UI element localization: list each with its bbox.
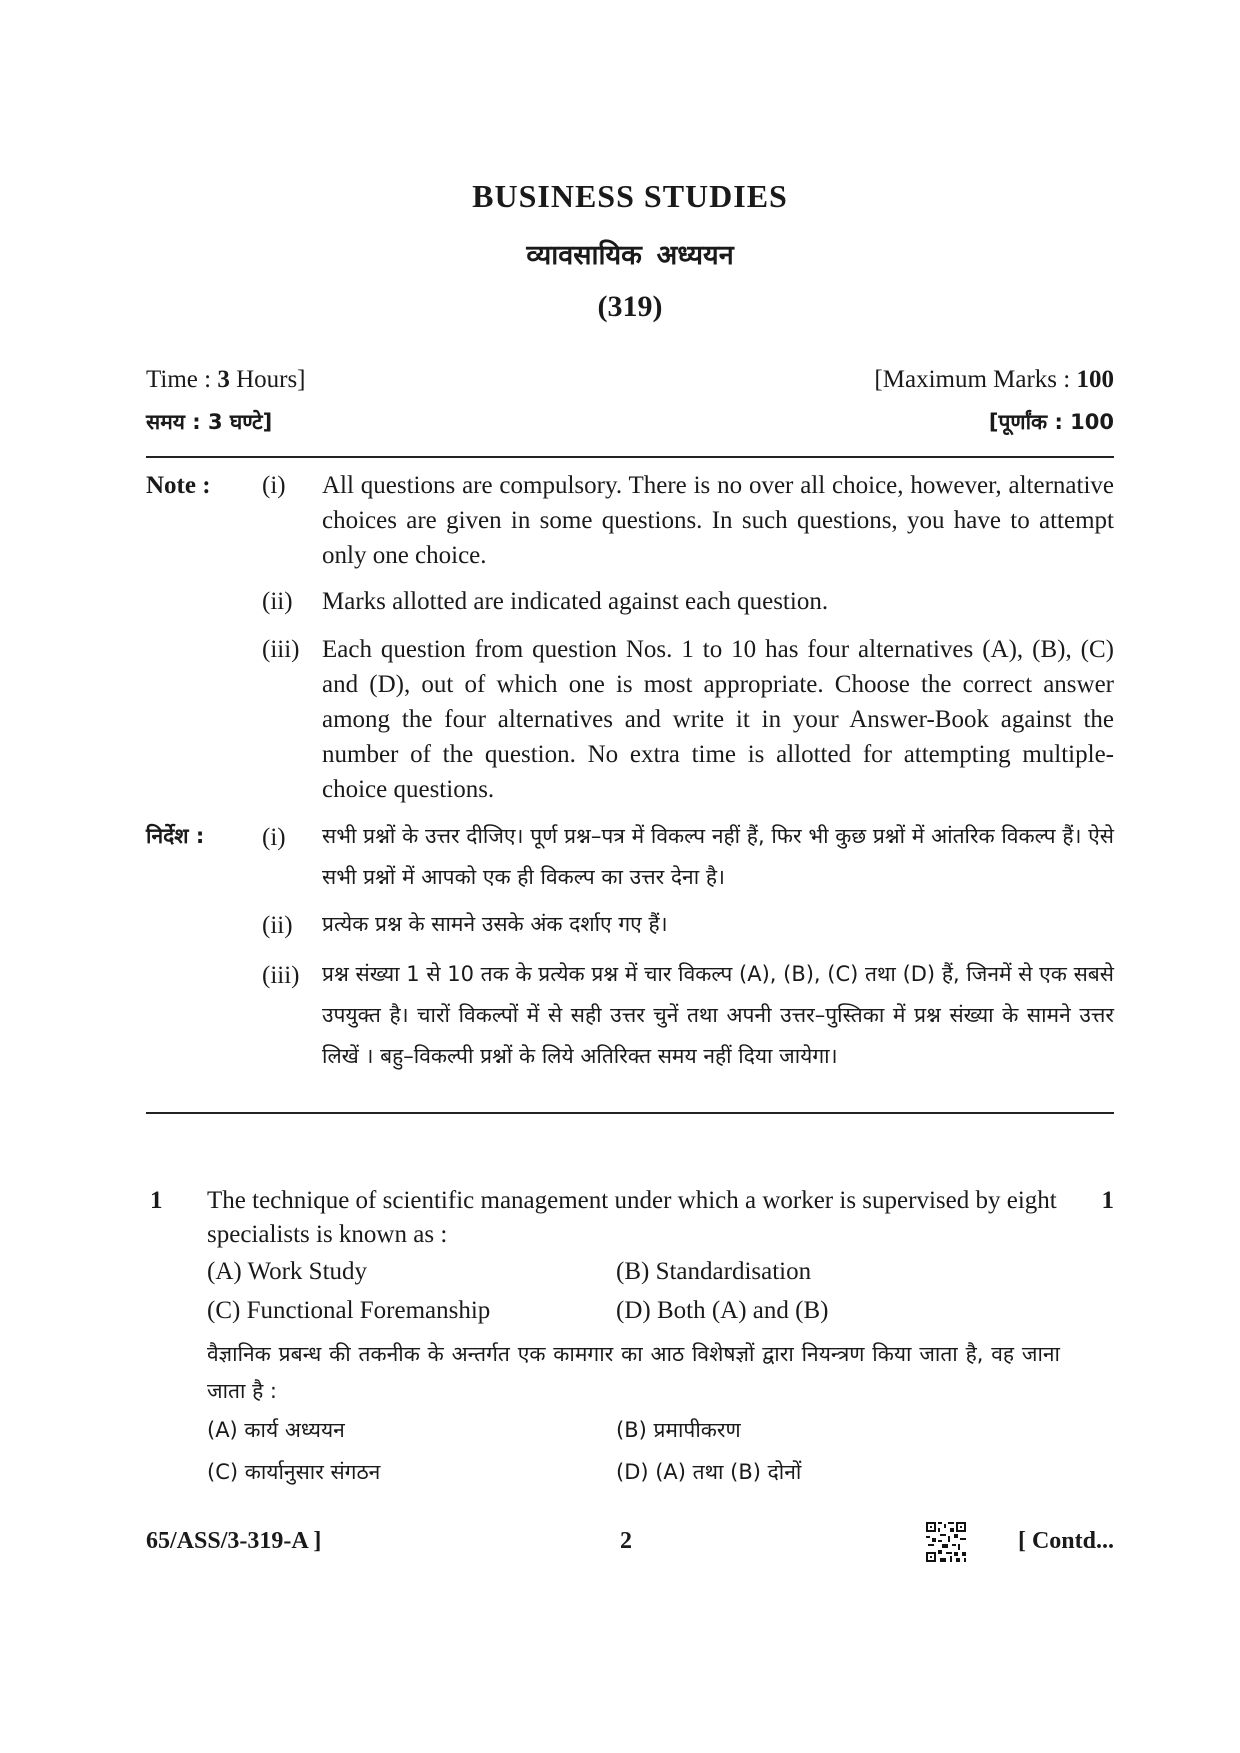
note-hindi-item-num: (iii) — [262, 962, 300, 989]
time-en-suffix: Hours] — [229, 366, 306, 393]
max-marks-en-prefix: [Maximum Marks : — [874, 366, 1077, 393]
option-d: (D) Both (A) and (B) — [616, 1297, 829, 1324]
max-marks-hi: [पूर्णांक : 100 — [988, 410, 1114, 434]
question-number: 1 — [150, 1187, 163, 1214]
note-hindi-label: निर्देश : — [146, 824, 205, 848]
note-hindi-item-text: प्रत्येक प्रश्न के सामने उसके अंक दर्शाए गए हैं। — [322, 912, 668, 936]
note-hindi-item-text: प्रश्न संख्या 1 से 10 तक के प्रत्येक प्रश्न में चार विकल्प (A), (B), (C) तथा (D) हैं, जिनमें से एक सबसे उपयुक्त है। चारों विकल्पों में से सही उत्तर चुनें तथा अपनी उत्तर–पुस्तिका में प्रश्न संख्या के सामने उत्तर लिखें । बहु–विकल्पी प्रश्नों के लिये अतिरिक्त समय नहीं दिया जायेगा। — [322, 962, 1114, 1068]
page-number: 2 — [620, 1528, 632, 1554]
option-a: (A) Work Study — [207, 1258, 368, 1285]
note-item-num: (ii) — [262, 588, 293, 615]
note-item-num: (iii) — [262, 636, 300, 663]
footer-paper-code: 65/ASS/3-319-A ] — [146, 1528, 322, 1554]
page-title-hindi: व्यावसायिक अध्ययन — [526, 240, 734, 270]
note-hindi-item-num: (ii) — [262, 912, 293, 939]
option-c-hindi: (C) कार्यानुसार संगठन — [207, 1460, 381, 1484]
contd-label: [ Contd... — [1017, 1528, 1114, 1554]
note-item-text: Each question from question Nos. 1 to 10 has four alternatives (A), (B), (C) and (D), out of which one is most appropriate. Choose the correct answer among the four alternatives and write it in your Answer-Book against the number of the question. No extra time is allotted for attempting multiple-choice questions. — [322, 636, 1114, 803]
max-marks-en — [874, 366, 1114, 394]
note-item-num: (i) — [262, 472, 286, 499]
option-b: (B) Standardisation — [616, 1258, 812, 1285]
time-hi: समय : 3 घण्टे] — [146, 410, 273, 434]
time-en-prefix: Time : — [146, 366, 218, 393]
page-title: BUSINESS STUDIES — [472, 178, 788, 214]
bottom-rule — [146, 1112, 1114, 1114]
qr-code-icon — [926, 1522, 966, 1562]
note-item-text: Marks allotted are indicated against each question. — [322, 588, 829, 615]
note-hindi-item-num: (i) — [262, 824, 286, 851]
option-d-hindi: (D) (A) तथा (B) दोनों — [616, 1460, 802, 1484]
option-c: (C) Functional Foremanship — [207, 1297, 491, 1324]
option-a-hindi: (A) कार्य अध्ययन — [207, 1418, 345, 1442]
top-rule — [146, 456, 1114, 458]
question-text: The technique of scientific management under which a worker is supervised by eight specialists is known as : — [207, 1187, 1057, 1248]
option-b-hindi: (B) प्रमापीकरण — [616, 1418, 741, 1442]
question-marks: 1 — [1101, 1187, 1114, 1214]
max-marks-en-value: 100 — [1076, 366, 1114, 393]
note-hindi-item-text: सभी प्रश्नों के उत्तर दीजिए। पूर्ण प्रश्न–पत्र में विकल्प नहीं हैं, फिर भी कुछ प्रश्नों में आंतरिक विकल्प हैं। ऐसे सभी प्रश्नों में आपको एक ही विकल्प का उत्तर देना है। — [322, 824, 1114, 889]
time-en — [146, 366, 306, 394]
time-en-value: 3 — [217, 366, 230, 393]
note-label: Note : — [146, 472, 211, 499]
question-text-hindi: वैज्ञानिक प्रबन्ध की तकनीक के अन्तर्गत एक कामगार का आठ विशेषज्ञों द्वारा नियन्त्रण किया जाता है, वह जाना जाता है : — [207, 1342, 1060, 1403]
note-item-text: All questions are compulsory. There is no over all choice, however, alternative choices are given in some questions. In such questions, you have to attempt only one choice. — [322, 472, 1114, 569]
paper-code: (319) — [597, 290, 663, 323]
